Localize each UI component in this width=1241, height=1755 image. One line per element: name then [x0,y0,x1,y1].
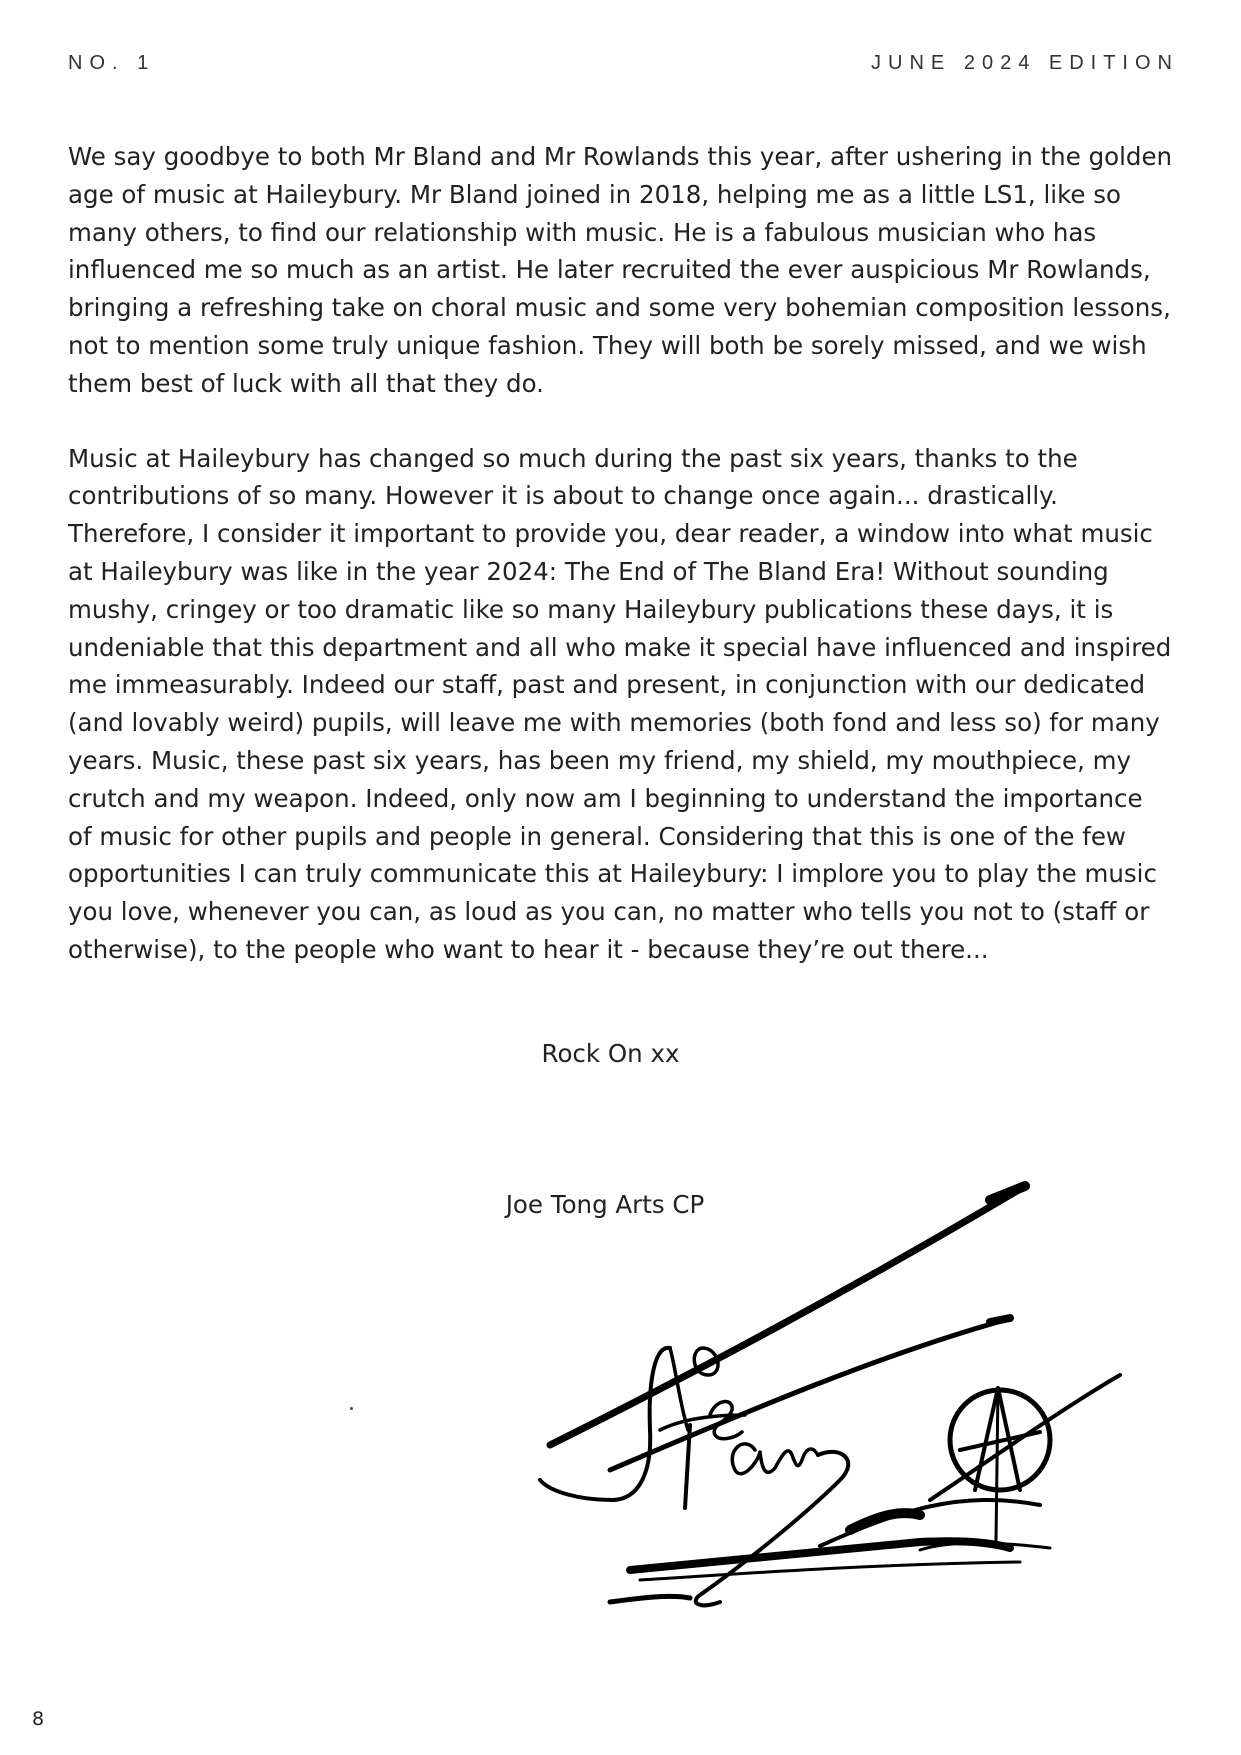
stray-mark [350,1407,353,1410]
paragraph-farewell: We say goodbye to both Mr Bland and Mr Rowlands this year, after ushering in the golden age of music at Haileybury. Mr Bland joined in 2018, helping me as a little LS1, like so many others, to find our relationship with music. He is a fabulous musician who has influenced me so much as an artist. He later recruited the ever auspicious Mr Rowlands, bringing a refreshing take on choral music and some very bohemian composition lessons, not to mention some truly unique fashion. They will both be sorely missed, and we wish them best of luck with all that they do. [68,142,1173,398]
author-name: Joe Tong Arts CP [505,1190,705,1219]
closing-line: Rock On xx [541,1039,680,1068]
paragraph-reflection: Music at Haileybury has changed so much during the past six years, thanks to the contributions of so many. However it is about to change once again... drastically. Therefore, I consider it important to provide you, dear reader, a window into what music at Haileybury was like in the year 2024: The End of The Bland Era! Without sounding mushy, cringey or too dramatic like so many Haileybury publications these days, it is undeniable that this department and all who make it special have influenced and inspired me immeasurably. Indeed our staff, past and present, in conjunction with our dedicated (and lovably weird) pupils, will leave me with memories (both fond and less so) for many years. Music, these past six years, has been my friend, my shield, my mouthpiece, my crutch and my weapon. Indeed, only now am I beginning to understand the importance of music for other pupils and people in general. Considering that this is one of the few opportunities I can truly communicate this at Haileybury: I implore you to play the music you love, whenever you can, as loud as you can, no matter who tells you not to (staff or otherwise), to the people who want to hear it - because they’re out there... [68,443,1172,964]
article-body [68,138,1173,969]
page-number: 8 [32,1708,45,1730]
handwritten-signature [520,1170,1140,1630]
edition-label: JUNE 2024 EDITION [871,52,1179,74]
issue-number: NO. 1 [68,52,156,74]
